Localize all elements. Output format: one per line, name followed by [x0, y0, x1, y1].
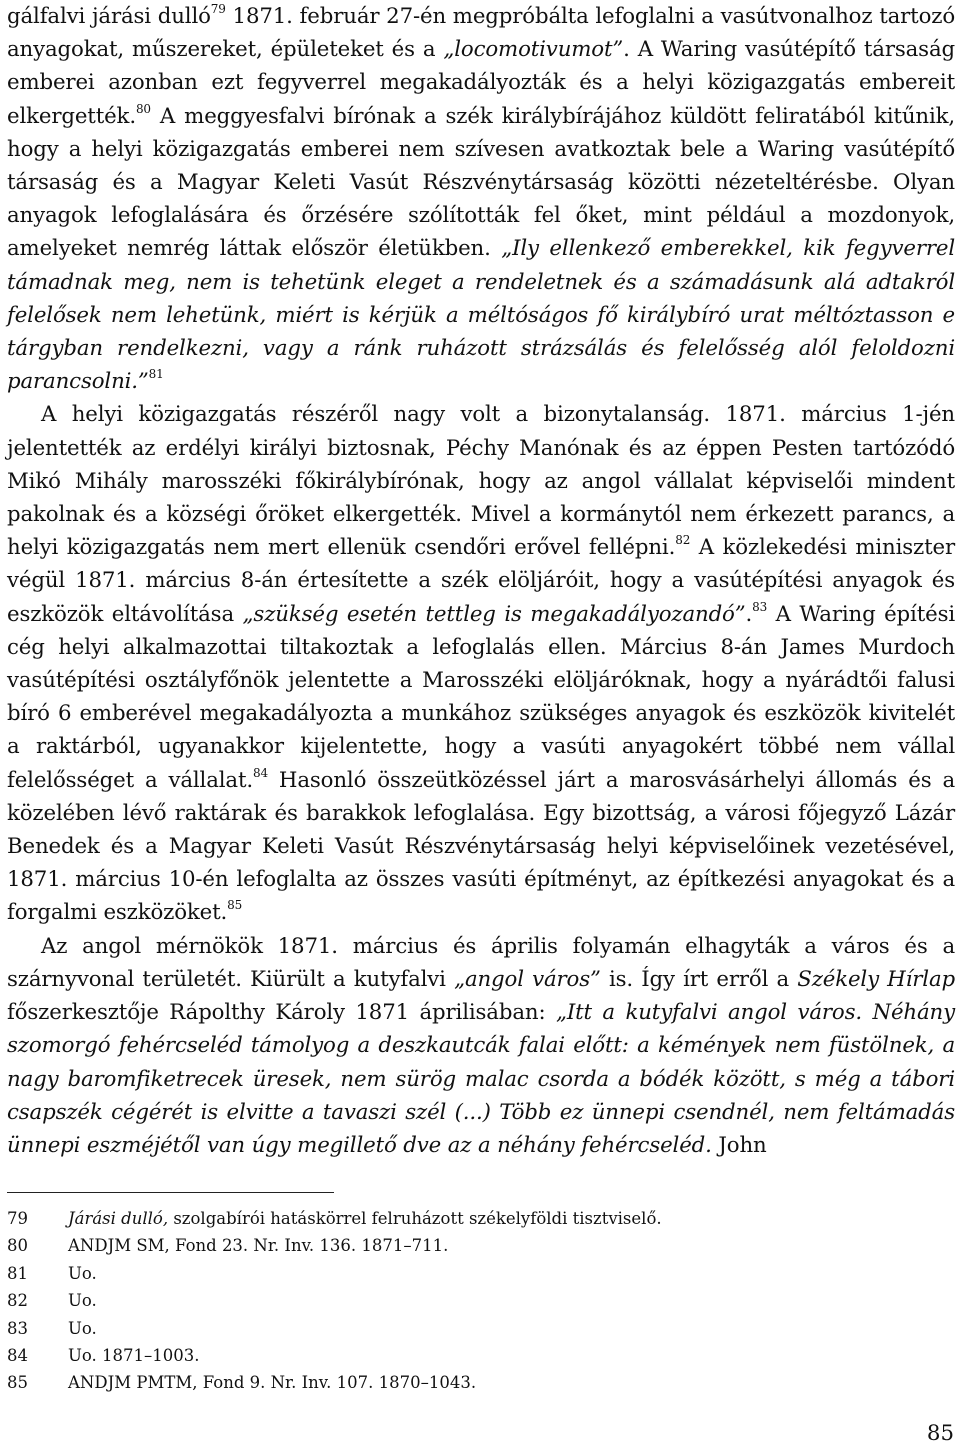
quote-italic: „Itt a kutyfalvi angol város. Néhány szomorgó fehércseléd támolyog a deszkautcák falai előtt: a kémények nem füstölnek, a nagy baromfiketrecek üresek, nem sürög malac csorda a bódék között, s még a tábori csapszék cégérét is elvitte a tavaszi szél (...) Több ez ünnepi csendnél, nem feltámadás ünnepi eszméjétől van úgy megillető dve az a néhány fehércseléd.: [7, 1000, 955, 1158]
footnote-number: 80: [7, 1236, 28, 1256]
footnote-text: ANDJM PMTM, Fond 9. Nr. Inv. 107. 1870–1043.: [68, 1373, 477, 1393]
text-run: . A Waring vasútépítő társaság emberei azonban ezt fegyverrel megakadályozták és a helyi közigazgatás embereit elkergették.: [7, 37, 955, 129]
footnote-ref-81[interactable]: 81: [148, 367, 164, 382]
italic-run: „szükség esetén tettleg is megakadályozandó”: [242, 601, 746, 627]
paragraph-2: [7, 398, 955, 929]
footnote-text: Uo.: [68, 1291, 97, 1311]
text-run: A Waring építési cég helyi alkalmazottai tiltakoztak a lefoglalás ellen. Március 8-án James Murdoch vasútépítési osztályfőnök jelentette a Marosszéki elöljáróknak, hogy a nyárádtői falusi bíró 6 emberével megakadályozta a munkához szükséges anyagok és eszközök kivitelét a raktárból, ugyanakkor kijelentette, hogy a vasúti anyagokért többé nem vállal felelősséget a vállalat.: [7, 601, 956, 793]
text-run: Hasonló összeütközéssel járt a marosvásárhelyi állomás és a közelében lévő raktárak és barakkok lefoglalása. Egy bizottság, a városi főjegyző Lázár Benedek és a Magyar Keleti Vasút Részvénytársaság helyi képviselőinek vezetésével, 1871. március 10-én lefoglalta az összes vasúti építményt, az építkezési anyagokat és a forgalmi eszközöket.: [7, 767, 956, 926]
body-text: [7, 0, 955, 1162]
footnote-text: Uo. 1871–1003.: [68, 1346, 200, 1366]
footnote-italic: Járási dulló,: [68, 1209, 169, 1228]
footnote-82: [7, 1287, 947, 1314]
footnote-divider: [7, 1192, 334, 1193]
footnote-number: 83: [7, 1318, 28, 1338]
text-run: gálfalvi járási dulló: [7, 4, 211, 29]
text-run: is. Így írt erről a: [600, 966, 798, 992]
footnote-85: [7, 1369, 947, 1396]
italic-run: „angol város”: [454, 966, 601, 992]
footnote-ref-84[interactable]: 84: [252, 765, 268, 780]
footnote-ref-79[interactable]: 79: [210, 1, 226, 16]
quote-italic: „Ily ellenkező emberekkel, kik fegyverrel támadnak meg, nem is tehetünk eleget a rendeletnek és a számadásunk alá adtakról felelősek nem lehetünk, miért is kérjük a méltóságos fő királybíró urat méltóztasson e tárgyban rendelkezni, vagy a ránk ruházott strázsálás és felelősség alól feloldozni parancsolni.”: [7, 236, 955, 395]
footnote-84: [7, 1342, 947, 1369]
page-number: 85: [926, 1421, 954, 1446]
footnote-83: [7, 1315, 947, 1342]
footnotes: [7, 1205, 947, 1397]
footnote-number: 82: [7, 1291, 28, 1311]
footnote-ref-82[interactable]: 82: [675, 533, 691, 548]
footnote-80: [7, 1232, 947, 1259]
footnote-number: 84: [7, 1346, 28, 1366]
text-run: A meggyesfalvi bírónak a szék királybírájához küldött feliratából kitűnik, hogy a helyi közigazgatás emberei nem szívesen avatkoztak bele a Waring vasútépítő társaság és a Magyar Keleti Vasút Részvénytársaság közötti nézeteltérésbe. Olyan anyagok lefoglalására és őrzésére szólították fel őket, mint például a mozdonyok, amelyeket nemrég láttak először életükben.: [7, 103, 955, 262]
footnote-79: [7, 1205, 947, 1232]
footnote-number: 81: [7, 1263, 28, 1283]
footnote-number: 79: [7, 1209, 28, 1228]
footnote-text-run: szolgabírói hatáskörrel felruházott székelyföldi tisztviselő.: [168, 1209, 662, 1228]
text-run: .: [745, 601, 753, 627]
footnote-number: 85: [7, 1373, 28, 1393]
footnote-ref-80[interactable]: 80: [135, 101, 151, 116]
footnote-81: [7, 1260, 947, 1287]
footnote-text: [68, 1205, 662, 1232]
footnote-text: Uo.: [68, 1263, 97, 1283]
footnote-ref-83[interactable]: 83: [752, 599, 768, 614]
paragraph-1: [7, 0, 955, 398]
footnote-ref-85[interactable]: 85: [227, 898, 243, 913]
italic-run: „locomotivumot”: [443, 37, 624, 63]
text-run: főszerkesztője Rápolthy Károly 1871 áprilisában:: [7, 1000, 556, 1026]
text-run: A helyi közigazgatás részéről nagy volt a bizonytalanság. 1871. március 1-jén jelentették az erdélyi királyi biztosnak, Péchy Manónak és az éppen Pesten tartózódó Mikó Mihály marosszéki főkirálybírónak, hogy az angol vállalat képviselői mindent pakolnak és a községi őröket elkergették. Mivel a kormánytól nem érkezett parancs, a helyi közigazgatás nem mert ellenük csendőri erővel fellépni.: [7, 402, 955, 561]
text-run: 1871. február 27-én megpróbálta lefoglalni a vasútvonalhoz tartozó anyagokat, műszereket, épületeket és a: [7, 4, 955, 63]
text-run: John: [711, 1132, 767, 1158]
footnote-text: ANDJM SM, Fond 23. Nr. Inv. 136. 1871–711.: [68, 1236, 449, 1256]
footnote-text: Uo.: [68, 1318, 97, 1338]
paragraph-3: [7, 930, 955, 1162]
text-run: Az angol mérnökök 1871. március és április folyamán elhagyták a város és a szárnyvonal területét. Kiürült a kutyfalvi: [7, 933, 955, 992]
newspaper-title: Székely Hírlap: [797, 966, 955, 992]
text-run: A közlekedési miniszter végül 1871. március 8-án értesítette a szék elöljáróit, hogy a vasútépítési anyagok és eszközök eltávolítása: [7, 535, 955, 627]
